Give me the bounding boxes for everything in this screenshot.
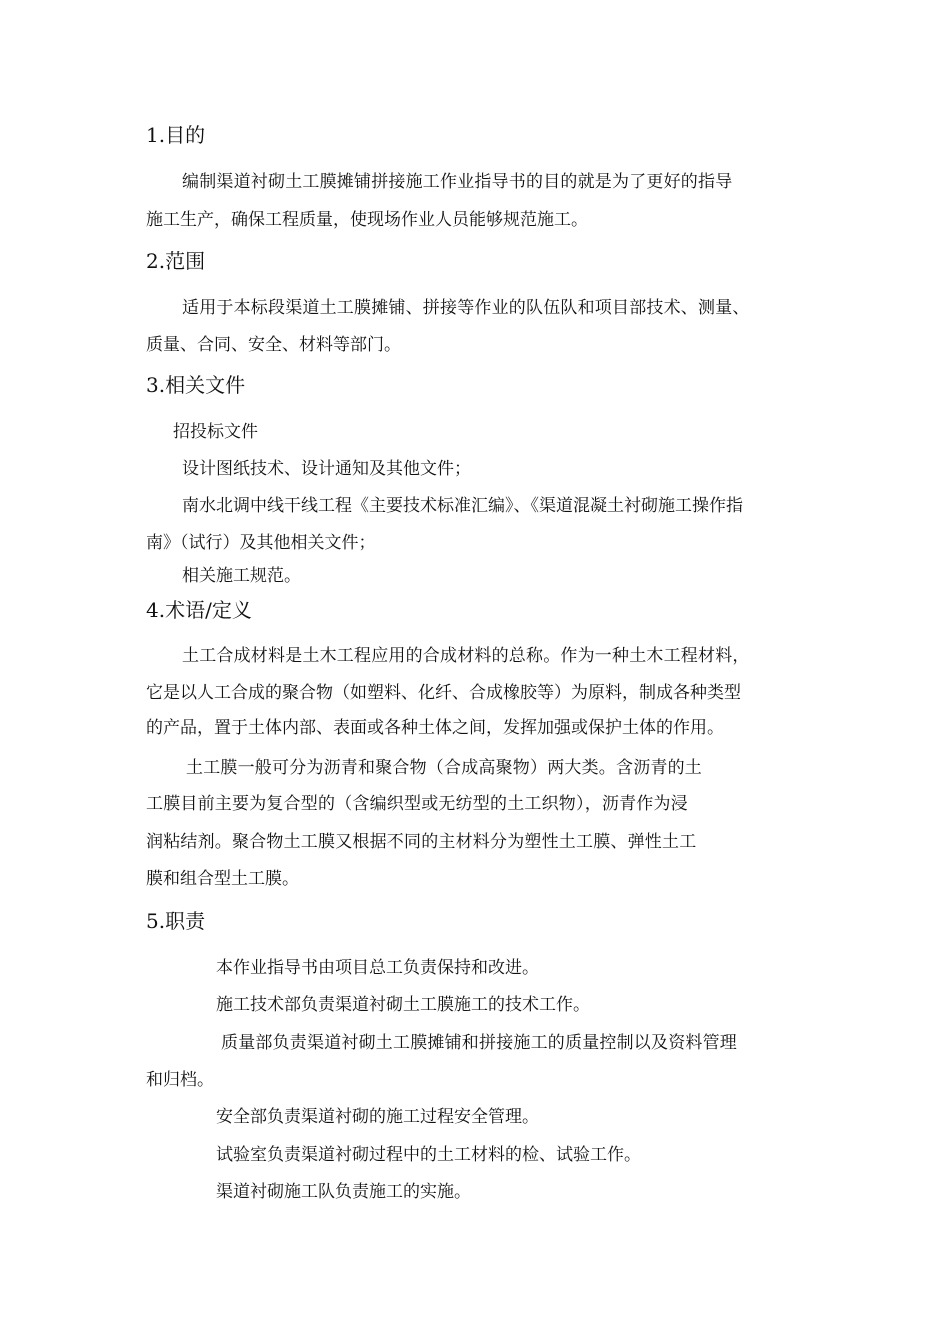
paragraph-line: 编制渠道衬砌土工膜摊铺拼接施工作业指导书的目的就是为了更好的指导 <box>182 172 733 192</box>
paragraph-line: 土工膜一般可分为沥青和聚合物（合成高聚物）两大类。含沥青的土 <box>186 758 702 778</box>
list-item: 质量部负责渠道衬砌土工膜摊铺和拼接施工的质量控制以及资料管理 <box>221 1033 737 1053</box>
paragraph-line: 质量、合同、安全、材料等部门。 <box>146 335 401 355</box>
list-item: 相关施工规范。 <box>182 566 301 586</box>
section-heading-purpose: 1.目的 <box>146 123 206 147</box>
list-item: 安全部负责渠道衬砌的施工过程安全管理。 <box>216 1107 539 1127</box>
paragraph-line: 工膜目前主要为复合型的（含编织型或无纺型的土工织物），沥青作为浸 <box>146 794 688 814</box>
list-item: 南》（试行）及其他相关文件； <box>146 533 376 553</box>
list-item: 本作业指导书由项目总工负责保持和改进。 <box>216 958 539 978</box>
paragraph-line: 它是以人工合成的聚合物（如塑料、化纤、合成橡胶等）为原料，制成各种类型 <box>146 683 741 703</box>
paragraph-line: 润粘结剂。聚合物土工膜又根据不同的主材料分为塑性土工膜、弹性土工 <box>146 832 697 852</box>
paragraph-line: 土工合成材料是土木工程应用的合成材料的总称。作为一种土木工程材料， <box>182 646 750 666</box>
paragraph-line: 适用于本标段渠道土工膜摊铺、拼接等作业的队伍队和项目部技术、测量、 <box>182 298 750 318</box>
list-item: 和归档。 <box>146 1070 214 1090</box>
section-heading-responsibilities: 5.职责 <box>146 909 206 933</box>
paragraph-line: 施工生产，确保工程质量，使现场作业人员能够规范施工。 <box>146 210 588 230</box>
paragraph-line: 膜和组合型土工膜。 <box>146 869 299 889</box>
list-item: 施工技术部负责渠道衬砌土工膜施工的技术工作。 <box>216 995 590 1015</box>
section-heading-related-documents: 3.相关文件 <box>146 373 246 397</box>
list-item: 招投标文件 <box>173 422 258 442</box>
section-heading-terms-definitions: 4.术语/定义 <box>146 598 252 622</box>
paragraph-line: 的产品，置于土体内部、表面或各种土体之间，发挥加强或保护土体的作用。 <box>146 718 724 738</box>
section-heading-scope: 2.范围 <box>146 249 206 273</box>
list-item: 试验室负责渠道衬砌过程中的土工材料的检、试验工作。 <box>216 1145 641 1165</box>
list-item: 设计图纸技术、设计通知及其他文件； <box>182 459 471 479</box>
list-item: 南水北调中线干线工程《主要技术标准汇编》、《渠道混凝土衬砌施工操作指 <box>182 496 743 516</box>
list-item: 渠道衬砌施工队负责施工的实施。 <box>216 1182 471 1202</box>
